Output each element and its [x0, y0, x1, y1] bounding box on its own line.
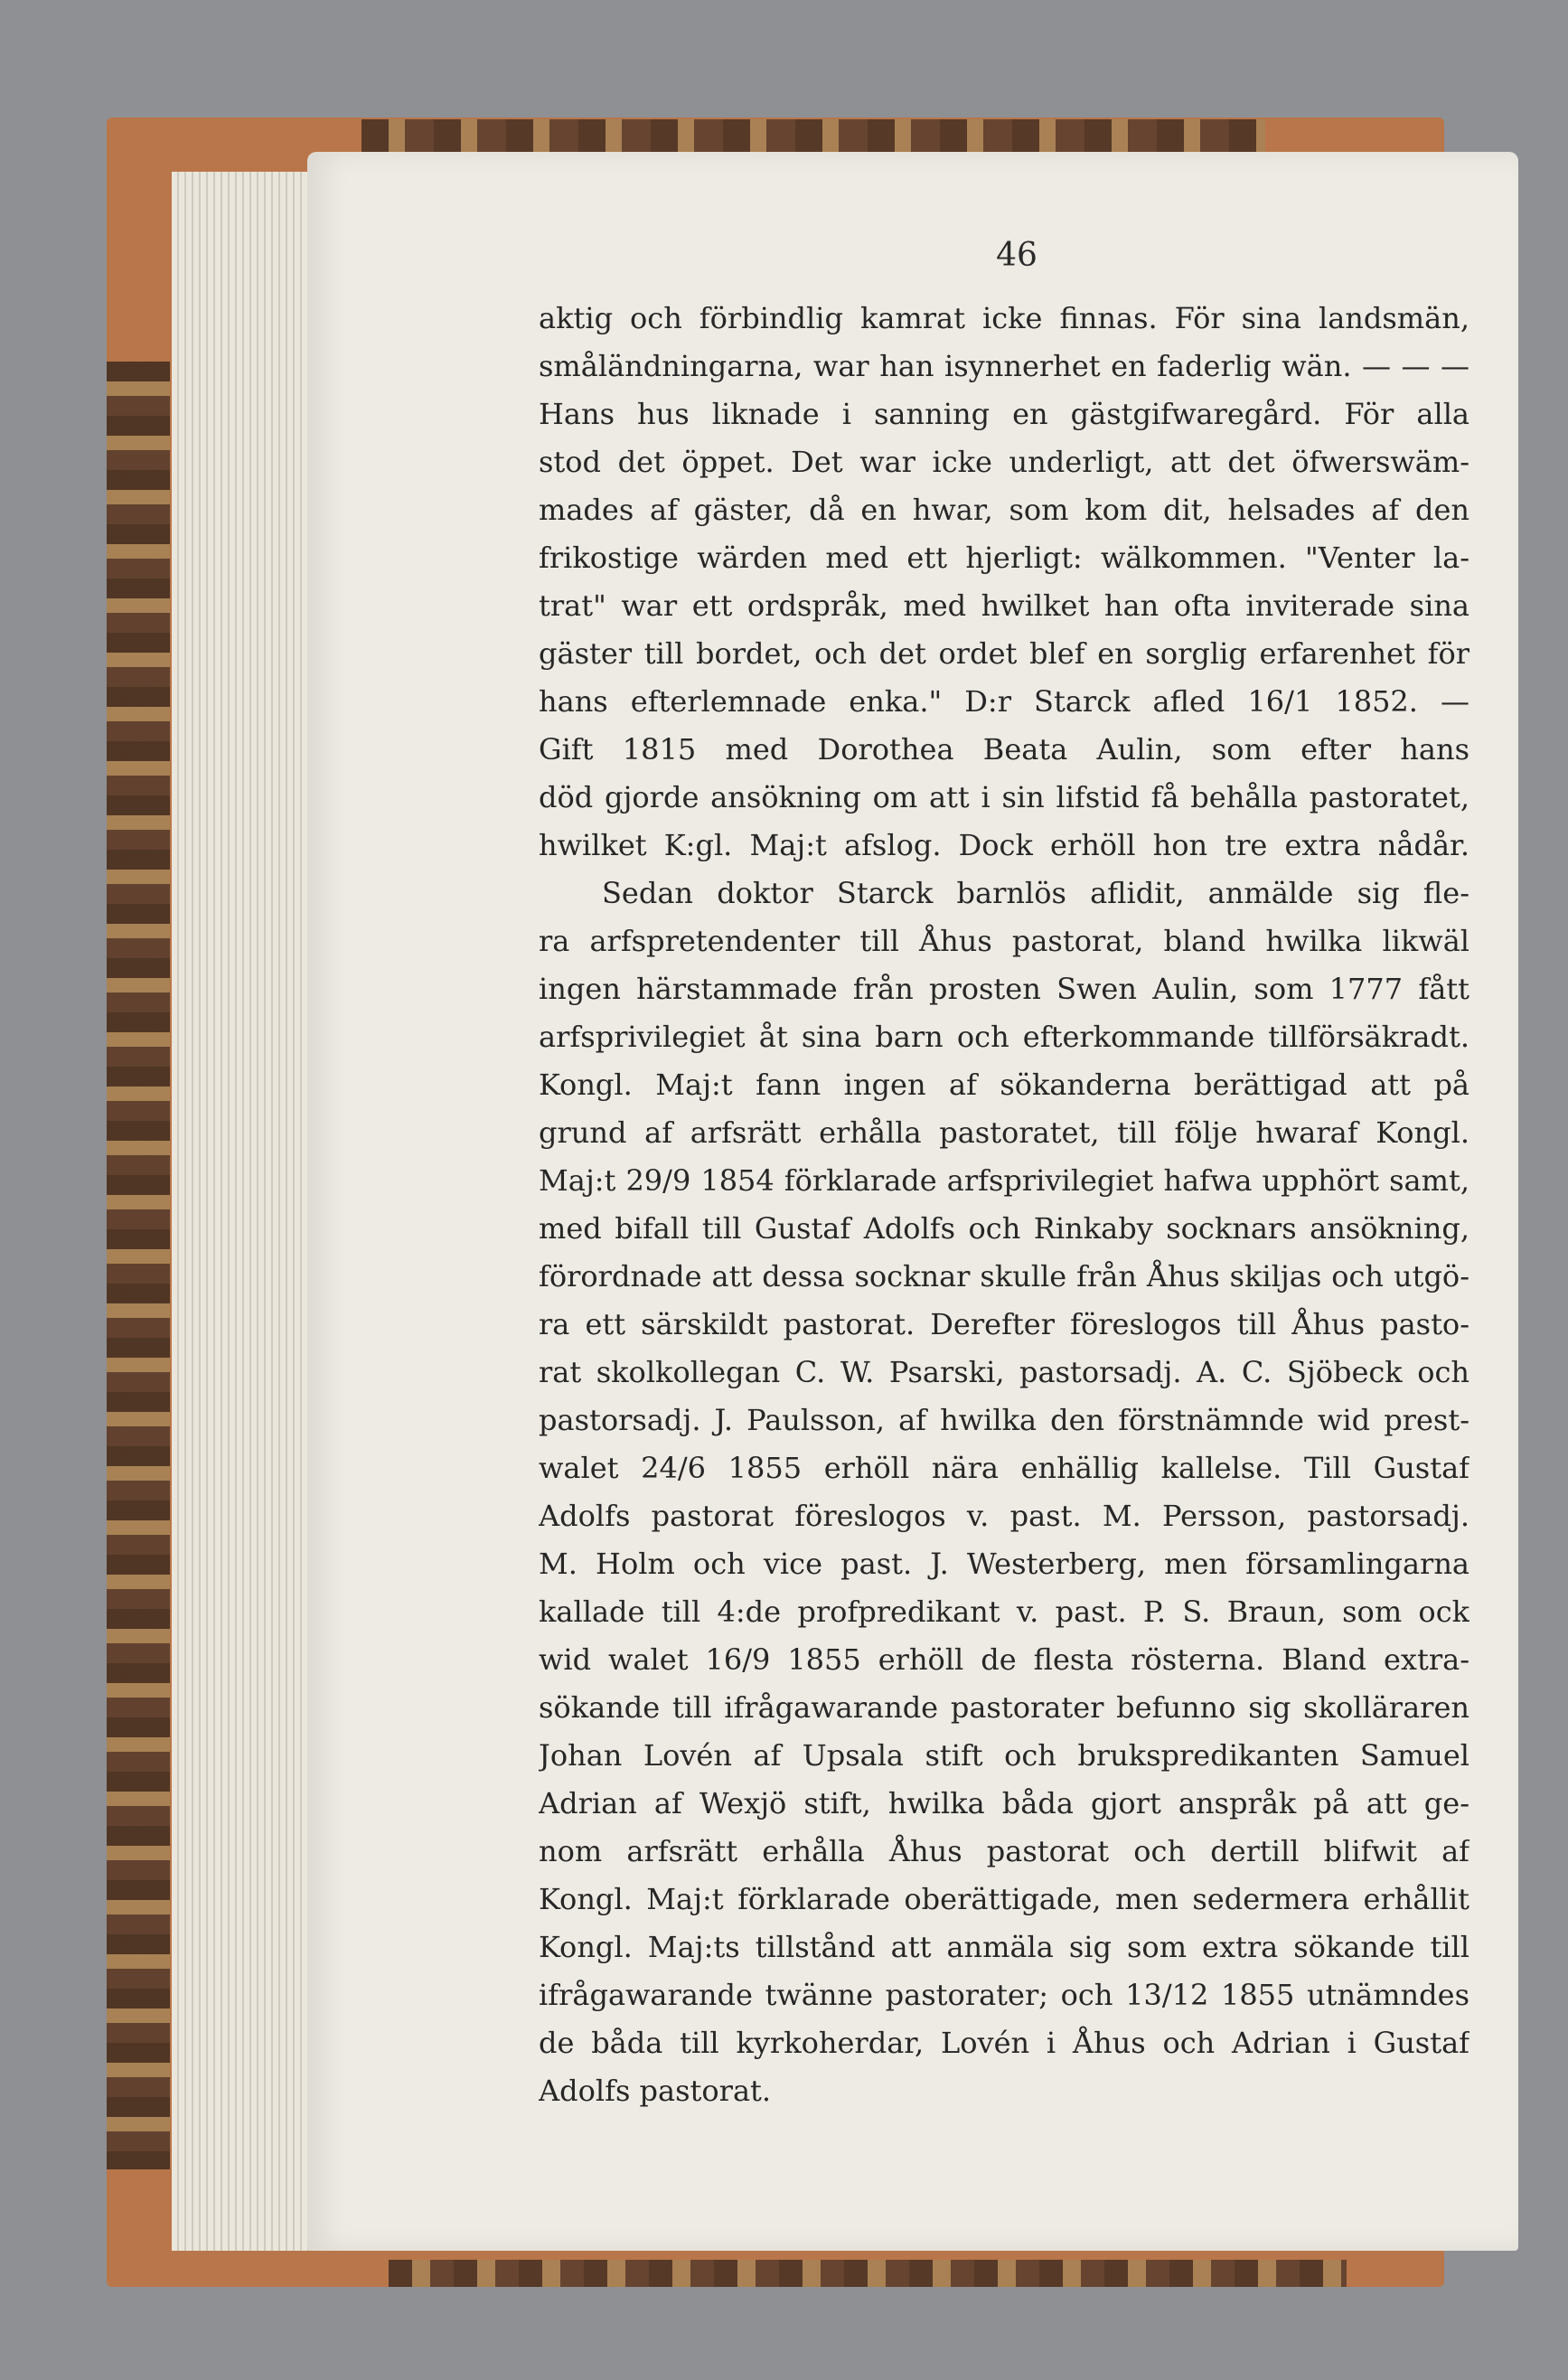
text-line: ra ett särskildt pastorat. Derefter föreslogos till Åhus pasto-	[539, 1307, 1469, 1341]
text-line: trat" war ett ordspråk, med hwilket han ofta inviterade sina	[539, 588, 1469, 623]
text-line: grund af arfsrätt erhålla pastoratet, till följe hwaraf Kongl.	[539, 1115, 1469, 1150]
text-line: förordnade att dessa socknar skulle från Åhus skiljas och utgö-	[539, 1259, 1469, 1293]
text-line: stod det öppet. Det war icke underligt, att det öfwerswäm-	[539, 445, 1469, 479]
cover-marbling-spine	[107, 362, 170, 2169]
text-line: Adrian af Wexjö stift, hwilka båda gjort anspråk på att ge-	[539, 1786, 1469, 1820]
text-line: gäster till bordet, och det ordet blef en sorglig erfarenhet för	[539, 636, 1469, 671]
text-line: död gjorde ansökning om att i sin lifstid få behålla pastoratet,	[539, 780, 1469, 814]
text-line: Maj:t 29/9 1854 förklarade arfsprivilegiet hafwa upphört samt,	[539, 1163, 1469, 1198]
text-line: ra arfspretendenter till Åhus pastorat, bland hwilka likwäl	[539, 924, 1469, 958]
text-line: hans efterlemnade enka." D:r Starck afled 16/1 1852. —	[539, 684, 1469, 719]
text-line: Kongl. Maj:ts tillstånd att anmäla sig som extra sökande till	[539, 1930, 1469, 1964]
text-line: Johan Lovén af Upsala stift och brukspredikanten Samuel	[539, 1738, 1469, 1773]
text-line: ifrågawarande twänne pastorater; och 13/12 1855 utnämndes	[539, 1978, 1469, 2012]
cover-marbling-bottom	[389, 2260, 1347, 2287]
text-line: Adolfs pastorat.	[539, 2074, 772, 2108]
body-text	[539, 295, 1469, 2115]
text-line: aktig och förbindlig kamrat icke finnas. För sina landsmän,	[539, 301, 1469, 335]
text-line: Kongl. Maj:t fann ingen af sökanderna berättigad att på	[539, 1068, 1469, 1102]
page-number: 46	[996, 237, 1038, 274]
text-line: ingen härstammade från prosten Swen Aulin, som 1777 fått	[539, 972, 1469, 1006]
text-line: M. Holm och vice past. J. Westerberg, men församlingarna	[539, 1547, 1469, 1581]
cover-marbling-top	[361, 119, 1265, 154]
text-line: med bifall till Gustaf Adolfs och Rinkaby socknars ansökning,	[539, 1211, 1469, 1246]
text-line: Hans hus liknade i sanning en gästgifwaregård. För alla	[539, 397, 1469, 431]
text-line: arfsprivilegiet åt sina barn och efterkommande tillförsäkradt.	[539, 1020, 1469, 1054]
text-line: pastorsadj. J. Paulsson, af hwilka den förstnämnde wid prest-	[539, 1403, 1469, 1437]
text-line: hwilket K:gl. Maj:t afslog. Dock erhöll hon tre extra nådår.	[539, 828, 1469, 862]
text-line: walet 24/6 1855 erhöll nära enhällig kallelse. Till Gustaf	[539, 1451, 1469, 1485]
text-line: wid walet 16/9 1855 erhöll de flesta rösterna. Bland extra-	[539, 1642, 1469, 1677]
text-line: kallade till 4:de profpredikant v. past. P. S. Braun, som ock	[539, 1595, 1469, 1629]
text-line: frikostige wärden med ett hjerligt: wälkommen. "Venter la-	[539, 541, 1469, 575]
text-line: småländningarna, war han isynnerhet en faderlig wän. — — —	[539, 349, 1469, 383]
text-line: de båda till kyrkoherdar, Lovén i Åhus och Adrian i Gustaf	[539, 2026, 1469, 2060]
text-line: sökande till ifrågawarande pastorater befunno sig skolläraren	[539, 1690, 1469, 1725]
text-line: Kongl. Maj:t förklarade oberättigade, men sedermera erhållit	[539, 1882, 1469, 1916]
text-line: nom arfsrätt erhålla Åhus pastorat och dertill blifwit af	[539, 1834, 1469, 1868]
text-line: rat skolkollegan C. W. Psarski, pastorsadj. A. C. Sjöbeck och	[539, 1355, 1469, 1389]
text-line: Sedan doktor Starck barnlös aflidit, anmälde sig fle-	[602, 876, 1469, 910]
text-line: Gift 1815 med Dorothea Beata Aulin, som efter hans	[539, 732, 1469, 767]
text-line: Adolfs pastorat föreslogos v. past. M. Persson, pastorsadj.	[539, 1499, 1469, 1533]
text-line: mades af gäster, då en hwar, som kom dit, helsades af den	[539, 493, 1469, 527]
